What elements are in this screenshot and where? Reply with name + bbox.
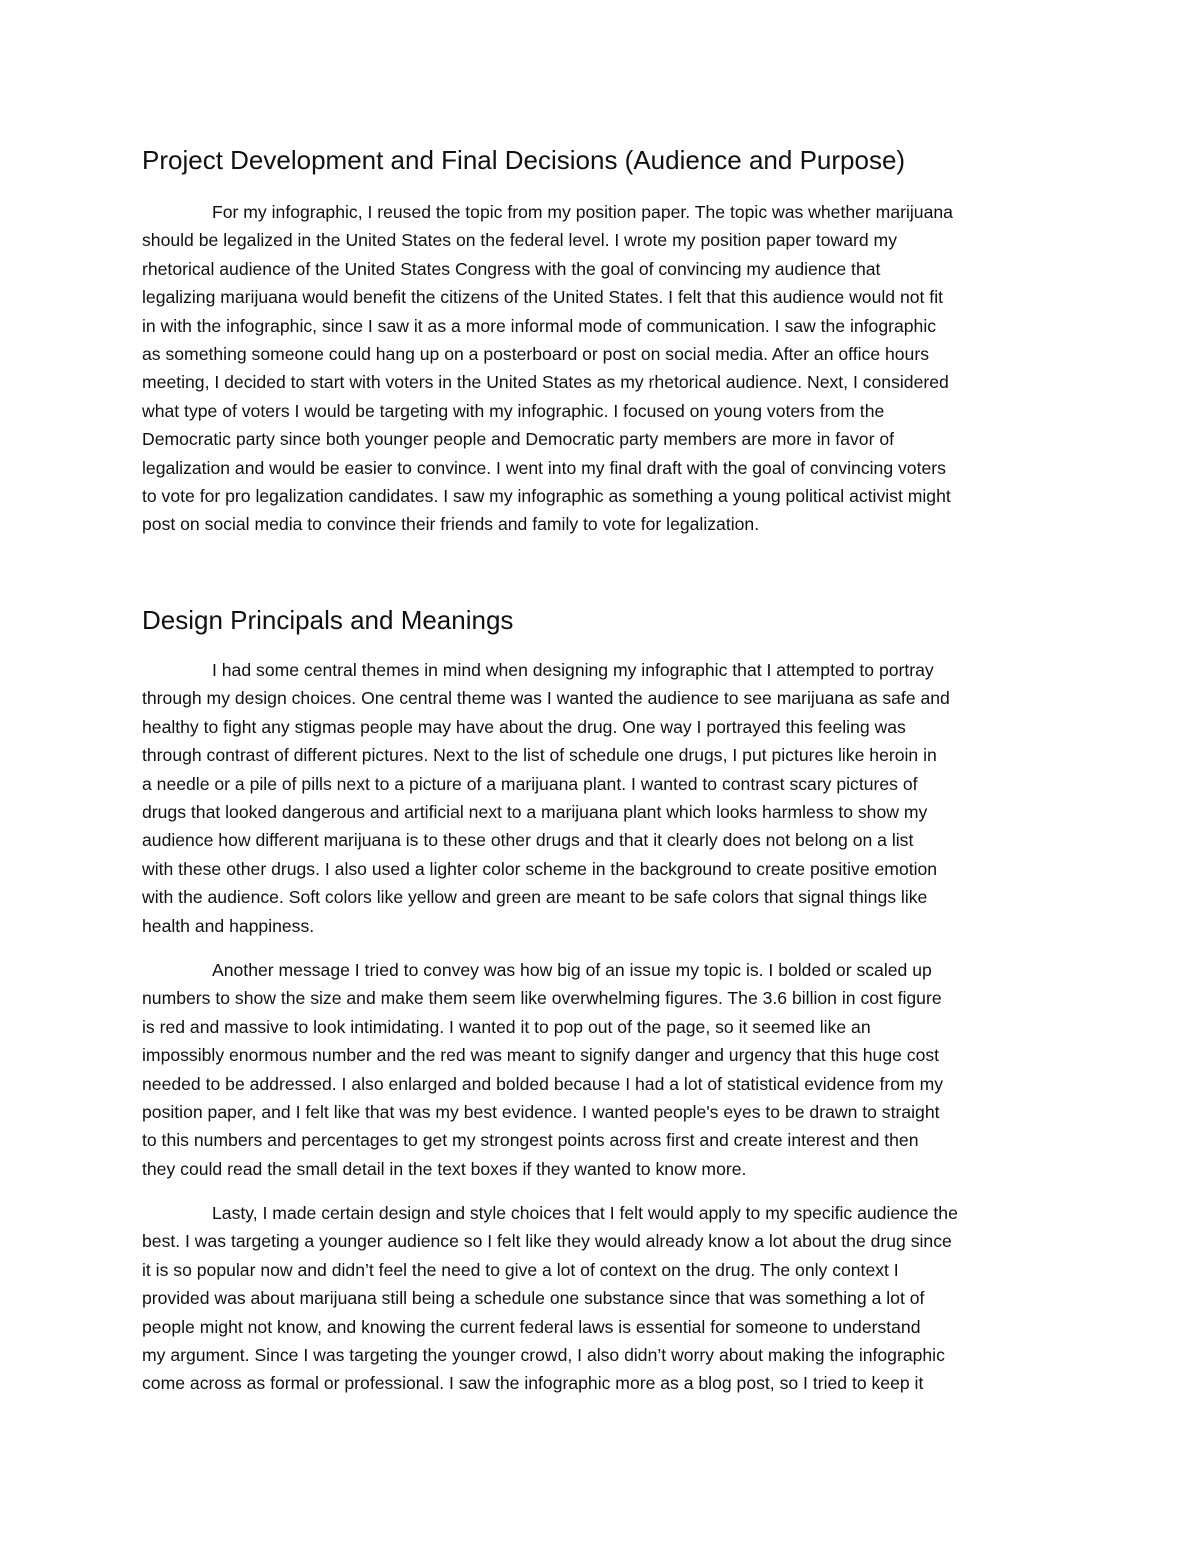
paragraph-issue-size bbox=[142, 956, 1062, 1183]
paragraph-line: as something someone could hang up on a posterboard or post on social media. After an office hours bbox=[142, 343, 930, 364]
paragraph-line: people might not know, and knowing the current federal laws is essential for someone to understand bbox=[142, 1316, 921, 1337]
paragraph-line: provided was about marijuana still being a schedule one substance since that was something a lot of bbox=[142, 1288, 925, 1309]
paragraph-line: a needle or a pile of pills next to a picture of a marijuana plant. I wanted to contrast scary pictures of bbox=[142, 773, 918, 794]
paragraph-line: best. I was targeting a younger audience so I felt like they would already know a lot about the drug since bbox=[142, 1231, 952, 1252]
paragraph-line: through my design choices. One central theme was I wanted the audience to see marijuana as safe and bbox=[142, 688, 950, 709]
paragraph-line: with the audience. Soft colors like yellow and green are meant to be safe colors that signal things like bbox=[142, 887, 928, 908]
paragraph-line: drugs that looked dangerous and artificial next to a marijuana plant which looks harmless to show my bbox=[142, 801, 928, 822]
paragraph-line: with these other drugs. I also used a lighter color scheme in the background to create positive emotion bbox=[142, 858, 938, 879]
paragraph-line: rhetorical audience of the United States Congress with the goal of convincing my audience that bbox=[142, 258, 881, 279]
paragraph-line: Democratic party since both younger people and Democratic party members are more in favor of bbox=[142, 429, 894, 450]
paragraph-line: healthy to fight any stigmas people may have about the drug. One way I portrayed this feeling was bbox=[142, 716, 906, 737]
paragraph-line: meeting, I decided to start with voters in the United States as my rhetorical audience. Next, I considered bbox=[142, 372, 949, 393]
paragraph-line: needed to be addressed. I also enlarged and bolded because I had a lot of statistical evidence from my bbox=[142, 1073, 944, 1094]
paragraph-audience-purpose bbox=[142, 198, 1062, 539]
paragraph-line: come across as formal or professional. I saw the infographic more as a blog post, so I tried to keep it bbox=[142, 1373, 924, 1394]
paragraph-line: post on social media to convince their friends and family to vote for legalization. bbox=[142, 514, 760, 535]
paragraph-line: is red and massive to look intimidating. I wanted it to pop out of the page, so it seemed like an bbox=[142, 1016, 871, 1037]
paragraph-line: For my infographic, I reused the topic from my position paper. The topic was whether marijuana bbox=[212, 202, 953, 222]
paragraph-line: audience how different marijuana is to these other drugs and that it clearly does not belong on a list bbox=[142, 830, 914, 851]
paragraph-line: position paper, and I felt like that was my best evidence. I wanted people's eyes to be drawn to straight bbox=[142, 1101, 940, 1122]
paragraph-line: Lasty, I made certain design and style choices that I felt would apply to my specific audience the bbox=[212, 1203, 958, 1223]
paragraph-line: legalization and would be easier to convince. I went into my final draft with the goal of convincing voters bbox=[142, 457, 946, 478]
paragraph-line: Another message I tried to convey was how big of an issue my topic is. I bolded or scaled up bbox=[212, 960, 932, 980]
section-heading-project-development: Project Development and Final Decisions (Audience and Purpose) bbox=[142, 145, 906, 175]
paragraph-audience-style bbox=[142, 1199, 1062, 1398]
paragraph-line: to vote for pro legalization candidates. I saw my infographic as something a young political activist might bbox=[142, 485, 951, 506]
paragraph-line: my argument. Since I was targeting the younger crowd, I also didn’t worry about making the infographic bbox=[142, 1344, 945, 1365]
paragraph-line: they could read the small detail in the text boxes if they wanted to know more. bbox=[142, 1158, 747, 1179]
paragraph-line: to this numbers and percentages to get my strongest points across first and create interest and then bbox=[142, 1130, 919, 1151]
paragraph-line: health and happiness. bbox=[142, 915, 315, 936]
paragraph-line: numbers to show the size and make them seem like overwhelming figures. The 3.6 billion in cost figure bbox=[142, 988, 942, 1009]
paragraph-line: what type of voters I would be targeting with my infographic. I focused on young voters from the bbox=[142, 400, 885, 421]
paragraph-design-themes bbox=[142, 656, 1062, 940]
paragraph-line: I had some central themes in mind when designing my infographic that I attempted to portray bbox=[212, 660, 934, 680]
paragraph-line: in with the infographic, since I saw it as a more informal mode of communication. I saw the infographic bbox=[142, 315, 937, 336]
paragraph-line: it is so popular now and didn’t feel the need to give a lot of context on the drug. The only context I bbox=[142, 1259, 899, 1280]
paragraph-line: legalizing marijuana would benefit the citizens of the United States. I felt that this audience would not fit bbox=[142, 287, 943, 308]
paragraph-line: should be legalized in the United States on the federal level. I wrote my position paper toward my bbox=[142, 230, 898, 251]
paragraph-line: through contrast of different pictures. Next to the list of schedule one drugs, I put pictures like heroin in bbox=[142, 745, 937, 766]
section-heading-design-principals: Design Principals and Meanings bbox=[142, 605, 514, 635]
paragraph-line: impossibly enormous number and the red was meant to signify danger and urgency that this huge cost bbox=[142, 1045, 940, 1066]
